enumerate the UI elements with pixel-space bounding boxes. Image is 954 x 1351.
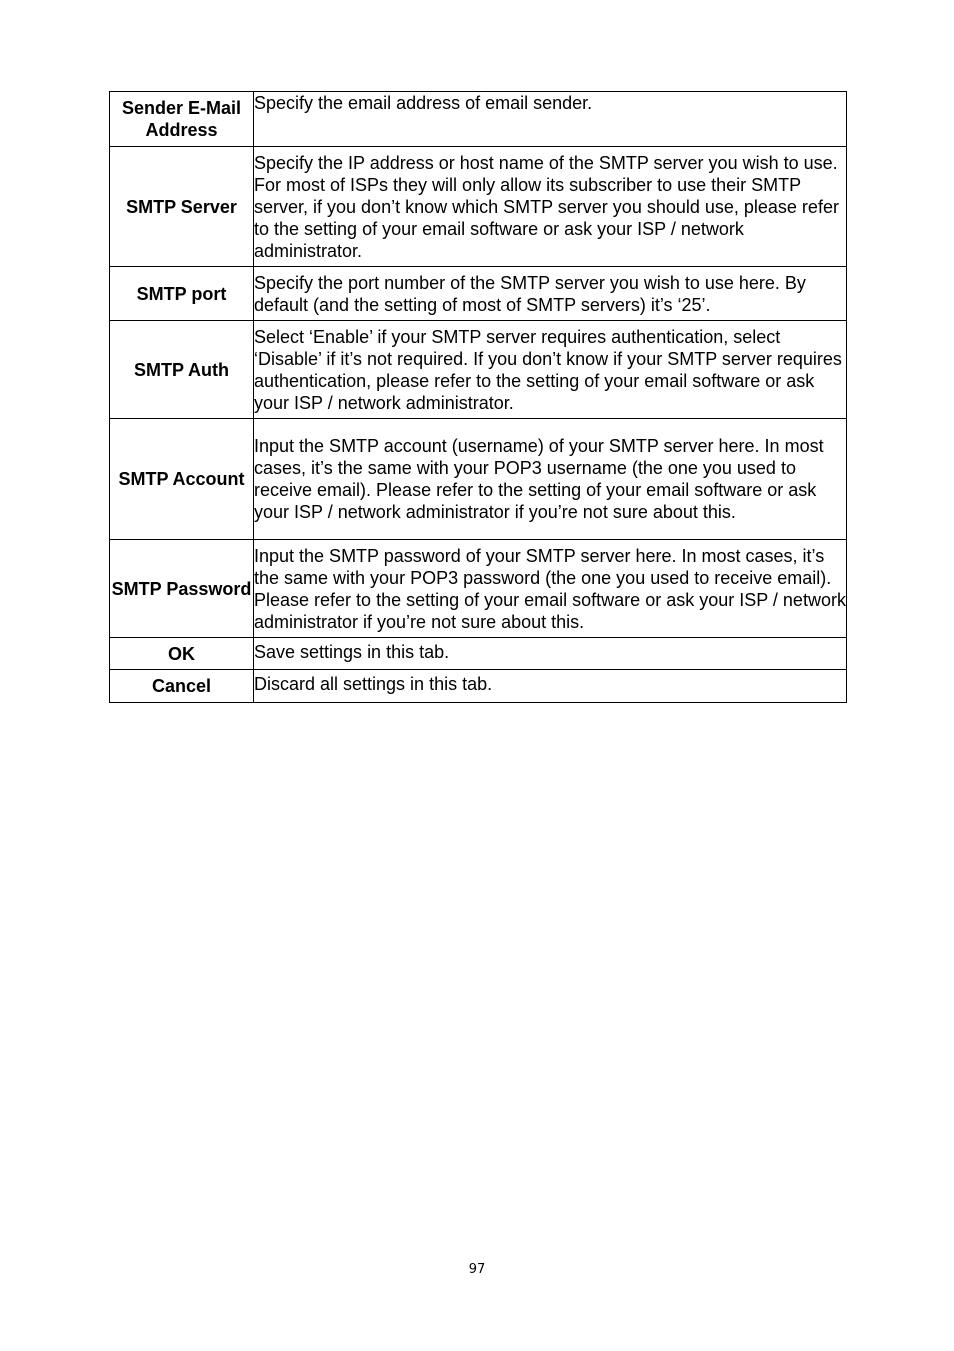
field-name-cell: SMTP Password <box>110 540 254 638</box>
table-row <box>110 638 847 670</box>
field-description-cell: Select ‘Enable’ if your SMTP server requires authentication, select ‘Disable’ if it’s not required. If you don’t know if your SMTP server requires authentication, please refer to the setting of your email software or ask your ISP / network administrator. <box>254 321 847 419</box>
field-description-cell: Specify the port number of the SMTP server you wish to use here. By default (and the setting of most of SMTP servers) it’s ‘25’. <box>254 267 847 321</box>
field-description-cell: Input the SMTP password of your SMTP server here. In most cases, it’s the same with your POP3 password (the one you used to receive email). Please refer to the setting of your email software or ask your ISP / network administrator if you’re not sure about this. <box>254 540 847 638</box>
field-name-cell: Cancel <box>110 670 254 703</box>
field-description-cell: Specify the IP address or host name of the SMTP server you wish to use. For most of ISPs they will only allow its subscriber to use their SMTP server, if you don’t know which SMTP server you should use, please refer to the setting of your email software or ask your ISP / network administrator. <box>254 147 847 267</box>
table-row <box>110 92 847 147</box>
table-row <box>110 419 847 540</box>
table-row <box>110 147 847 267</box>
field-description-cell: Save settings in this tab. <box>254 638 847 670</box>
table-row <box>110 321 847 419</box>
field-description-cell: Input the SMTP account (username) of your SMTP server here. In most cases, it’s the same with your POP3 username (the one you used to receive email). Please refer to the setting of your email software or ask your ISP / network administrator if you’re not sure about this. <box>254 419 847 540</box>
field-name-cell: Sender E-Mail Address <box>110 92 254 147</box>
field-description-cell: Specify the email address of email sender. <box>254 92 847 147</box>
field-name-cell: SMTP Server <box>110 147 254 267</box>
field-name-cell: OK <box>110 638 254 670</box>
table-row <box>110 670 847 703</box>
page-number: 97 <box>468 1262 486 1277</box>
table-row <box>110 540 847 638</box>
table-row <box>110 267 847 321</box>
field-name-cell: SMTP port <box>110 267 254 321</box>
field-description-cell: Discard all settings in this tab. <box>254 670 847 703</box>
settings-description-table <box>109 91 847 703</box>
field-name-cell: SMTP Account <box>110 419 254 540</box>
field-name-cell: SMTP Auth <box>110 321 254 419</box>
